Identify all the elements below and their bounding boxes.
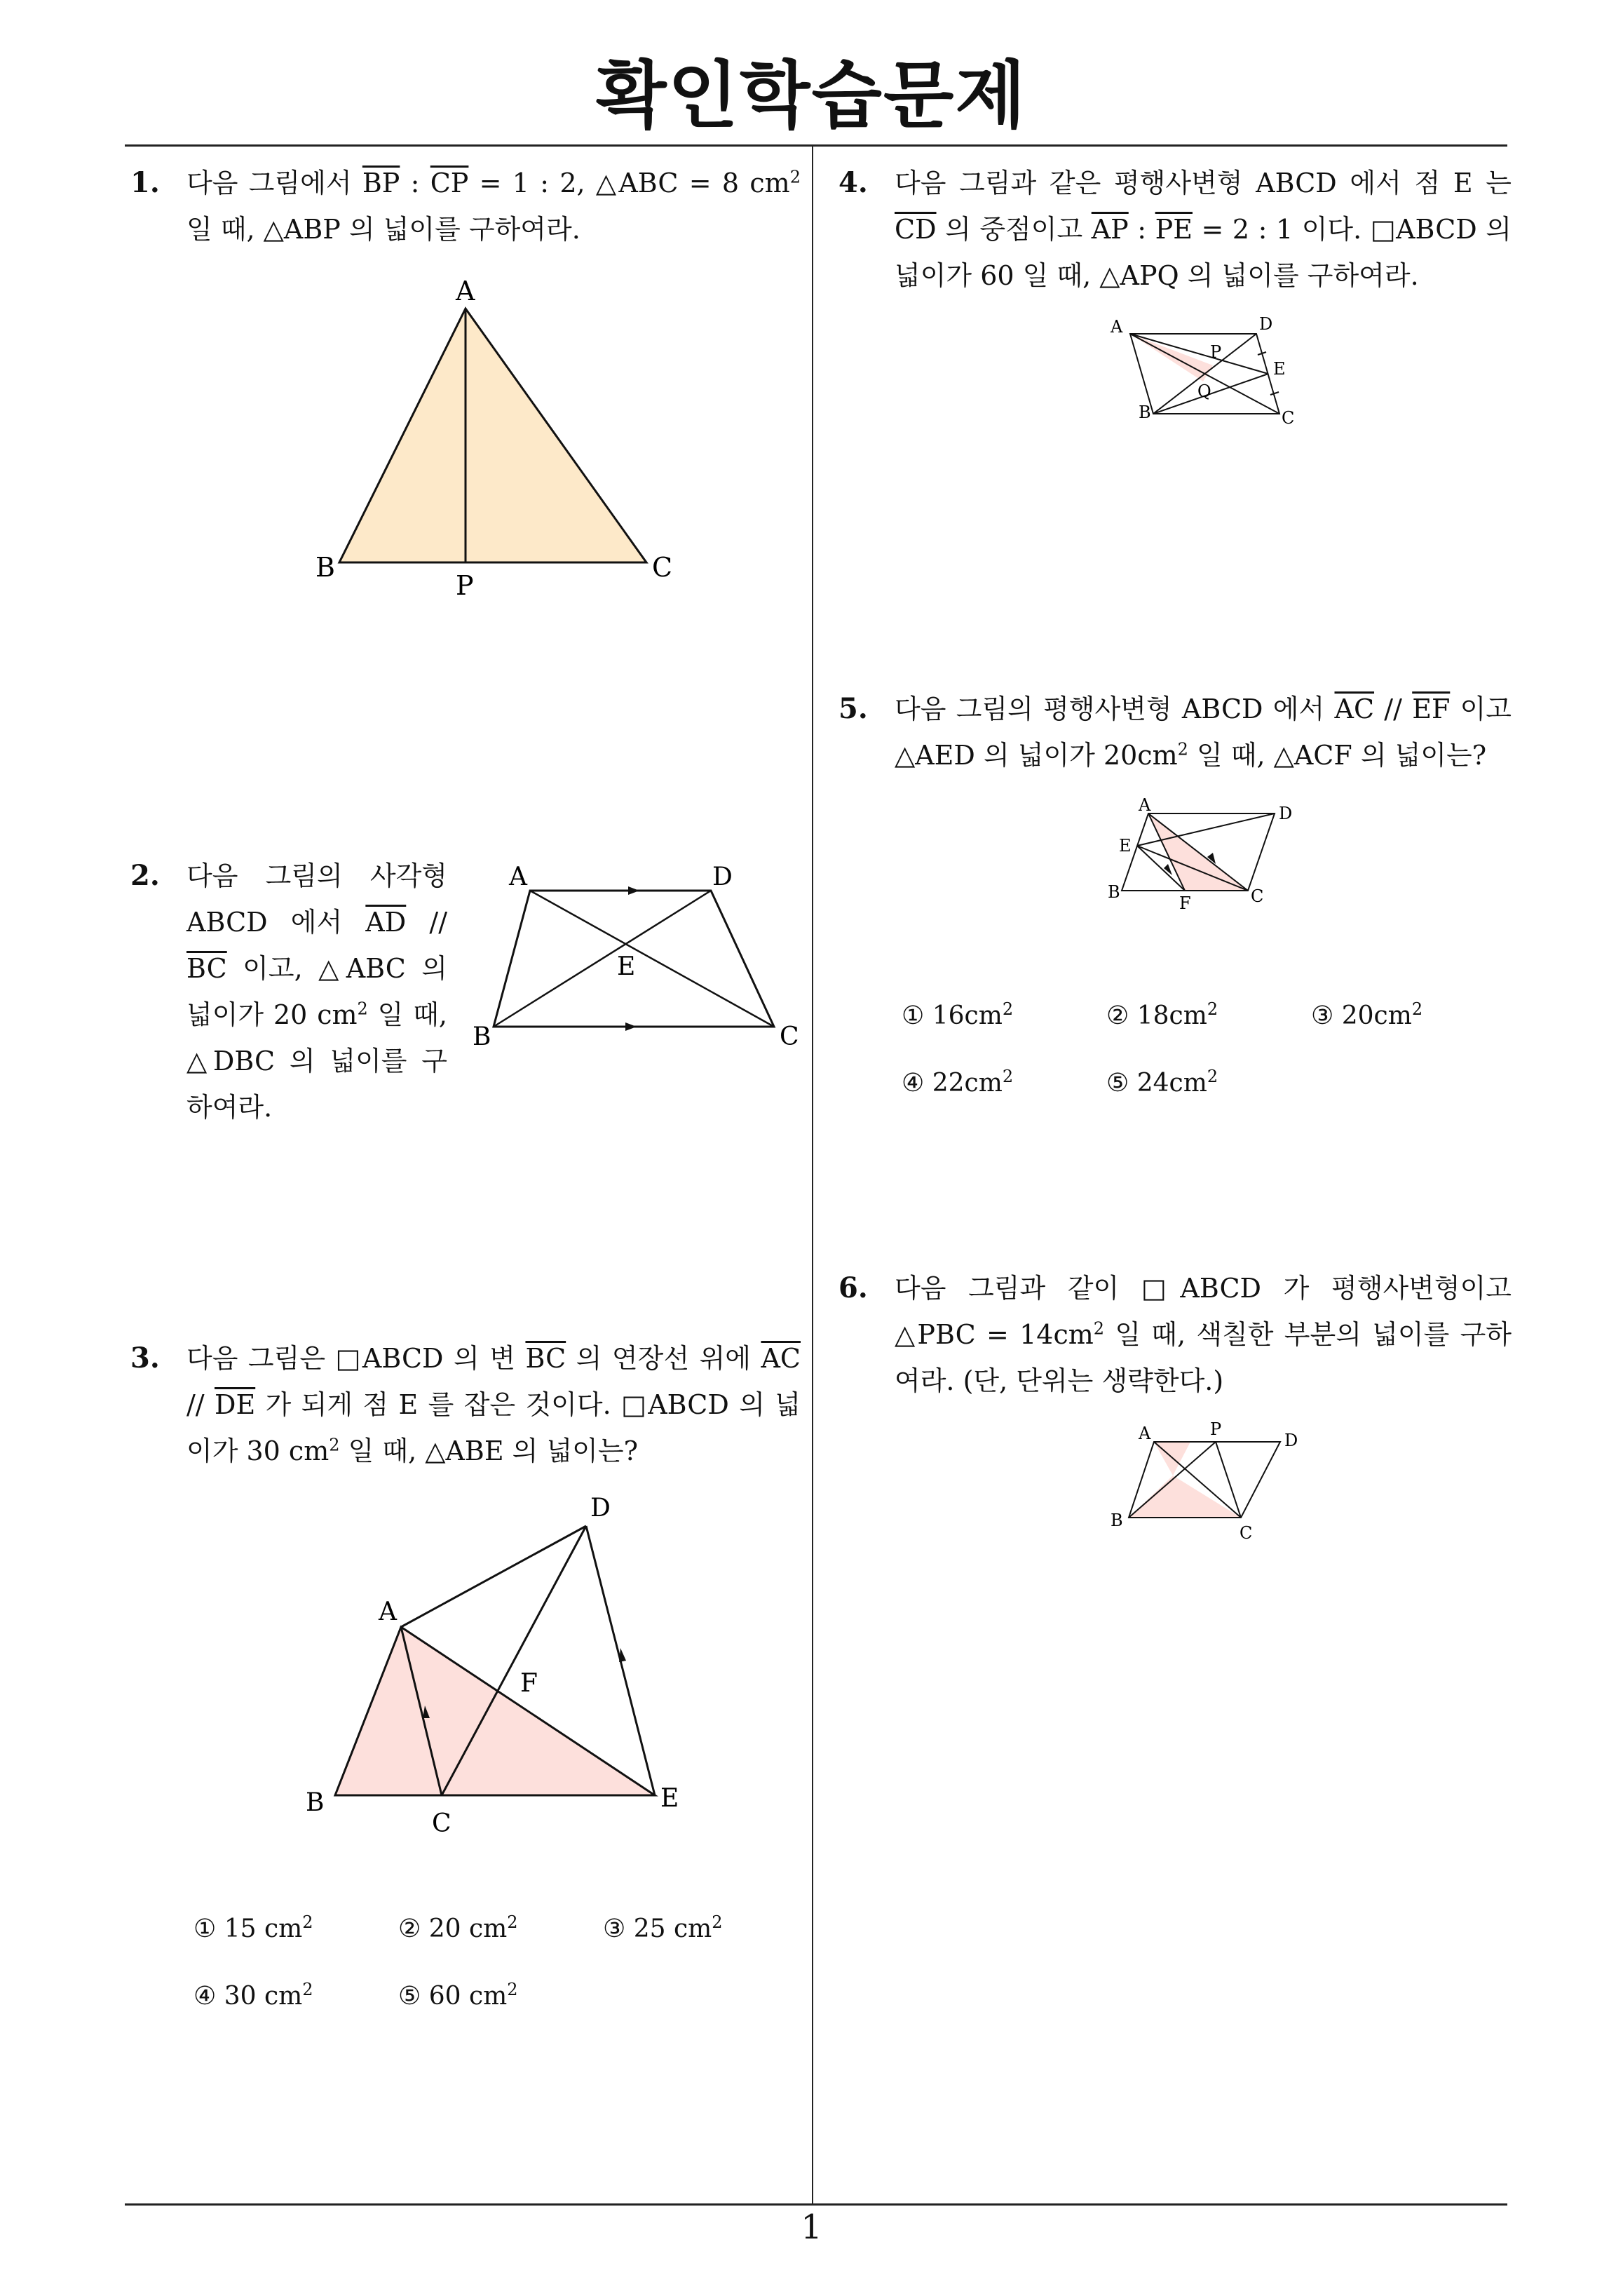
label-a: A bbox=[379, 1598, 397, 1626]
arrow-bottom bbox=[625, 1022, 637, 1031]
problem-number: 2. bbox=[130, 859, 160, 892]
label-f: F bbox=[520, 1669, 538, 1698]
label-c: C bbox=[432, 1809, 451, 1838]
label-e: E bbox=[1273, 359, 1286, 379]
figure-problem-3 bbox=[294, 1487, 701, 1851]
problem-number: 5. bbox=[838, 692, 868, 725]
problem-4 bbox=[838, 160, 1512, 299]
label-q: Q bbox=[1197, 381, 1211, 401]
problem-number: 1. bbox=[130, 166, 160, 199]
diagonal-bd bbox=[494, 891, 711, 1027]
problem-2 bbox=[130, 853, 447, 1130]
label-p: P bbox=[456, 570, 474, 601]
figure-problem-5 bbox=[1108, 795, 1311, 913]
diagonal-ac bbox=[530, 891, 774, 1027]
label-a: A bbox=[1139, 795, 1151, 815]
choices-problem-3 bbox=[193, 1912, 754, 2013]
problem-1 bbox=[130, 160, 801, 252]
label-a: A bbox=[456, 276, 475, 306]
label-b: B bbox=[315, 552, 335, 583]
label-b: B bbox=[1139, 403, 1151, 422]
label-d: D bbox=[1279, 804, 1293, 823]
bottom-rule bbox=[125, 2203, 1507, 2206]
triangle-abe-shaded bbox=[335, 1627, 655, 1795]
segment-bd bbox=[1153, 334, 1256, 414]
choice-3[interactable]: ③ 25 $cm^2$ bbox=[603, 1912, 723, 1943]
label-b: B bbox=[306, 1788, 325, 1817]
choice-3[interactable]: ③ $20cm^2$ bbox=[1311, 999, 1423, 1030]
problem-5 bbox=[838, 686, 1512, 778]
arrow-ef bbox=[1164, 864, 1172, 875]
label-d: D bbox=[712, 863, 733, 891]
choice-2[interactable]: ② $18cm^2$ bbox=[1106, 999, 1218, 1030]
problem-text: 다음 그림은 □ABCD 의 변 $\overline{BC}$ 의 연장선 위에 $\overline{AC} // \overline{DE}$ 가 되게 점 E 를 잡은 것이다. □ABCD 의 넓이가 30 $cm^2$ 일 때, △ABE 의 넓이는? bbox=[186, 1343, 801, 1466]
page-number: 1 bbox=[801, 2208, 822, 2247]
label-c: C bbox=[1251, 886, 1264, 906]
arrow-top bbox=[628, 886, 639, 895]
page-title: 확인학습문제 bbox=[596, 53, 1027, 138]
choice-2[interactable]: ② 20 $cm^2$ bbox=[398, 1912, 518, 1943]
figure-problem-2 bbox=[463, 861, 813, 1065]
arrow-de bbox=[619, 1648, 626, 1662]
choice-4[interactable]: ④ $22cm^2$ bbox=[902, 1067, 1014, 1098]
label-c: C bbox=[1240, 1523, 1253, 1543]
choices-problem-5 bbox=[902, 1001, 1505, 1100]
figure-problem-6 bbox=[1108, 1417, 1311, 1550]
problem-number: 6. bbox=[838, 1271, 868, 1304]
label-c: C bbox=[652, 552, 673, 583]
label-e: E bbox=[617, 952, 636, 981]
label-a: A bbox=[1111, 317, 1123, 337]
choice-1[interactable]: ① $16cm^2$ bbox=[902, 999, 1014, 1030]
label-c: C bbox=[780, 1022, 799, 1051]
problem-3 bbox=[130, 1335, 801, 1474]
label-d: D bbox=[1259, 314, 1273, 334]
label-b: B bbox=[473, 1022, 491, 1051]
problem-text: 다음 그림의 사각형 ABCD 에서 $\overline{AD} // \overline{BC}$ 이고, △ABC 의 넓이가 20 $cm^2$ 일 때, △DBC 의 넓이를 구하여라. bbox=[186, 860, 448, 1123]
problem-text: 다음 그림의 평행사변형 ABCD 에서 $\overline{AC} // \overline{EF}$ 이고 △AED 의 넓이가 $20cm^2$ 일 때, △ACF 의 넓이는? bbox=[895, 694, 1512, 771]
column-divider bbox=[812, 146, 813, 2204]
label-f: F bbox=[1179, 893, 1191, 913]
choice-4[interactable]: ④ 30 $cm^2$ bbox=[193, 1980, 313, 2011]
choice-5[interactable]: ⑤ 60 $cm^2$ bbox=[398, 1980, 518, 2011]
shaded-triangle-bxc bbox=[1129, 1475, 1241, 1518]
label-d: D bbox=[590, 1494, 611, 1522]
label-e: E bbox=[660, 1784, 679, 1813]
choice-5[interactable]: ⑤ $24cm^2$ bbox=[1106, 1067, 1218, 1098]
triangle-abc bbox=[339, 309, 646, 562]
label-c: C bbox=[1282, 408, 1295, 428]
problem-6 bbox=[838, 1265, 1512, 1404]
label-p: P bbox=[1210, 1419, 1222, 1439]
label-d: D bbox=[1284, 1431, 1298, 1450]
figure-problem-1 bbox=[308, 274, 687, 603]
label-b: B bbox=[1108, 882, 1120, 902]
label-e: E bbox=[1119, 836, 1132, 856]
label-a: A bbox=[509, 863, 527, 891]
problem-text: 다음 그림에서 $\overline{BP}$ : $\overline{CP} = 1$ : 2, △ABC = 8 $cm^2$ 일 때, △ABP 의 넓이를 구하여라. bbox=[186, 167, 801, 245]
problem-number: 3. bbox=[130, 1342, 160, 1375]
figure-problem-4 bbox=[1108, 314, 1311, 433]
problem-text: 다음 그림과 같은 평행사변형 ABCD 에서 점 E 는 $\overline{CD}$ 의 중점이고 $\overline{AP}$ : $\overline{PE} = 2$ : 1 이다. □ABCD 의 넓이가 60 일 때, △APQ 의 넓이를 구하여라. bbox=[895, 168, 1512, 291]
problem-number: 4. bbox=[838, 166, 868, 199]
top-rule bbox=[125, 144, 1507, 147]
label-p: P bbox=[1210, 342, 1222, 362]
label-b: B bbox=[1111, 1511, 1123, 1530]
label-a: A bbox=[1139, 1424, 1151, 1443]
problem-text: 다음 그림과 같이 □ABCD 가 평행사변형이고 △PBC = $14cm^2$ 일 때, 색칠한 부분의 넓이를 구하여라. (단, 단위는 생략한다.) bbox=[895, 1273, 1512, 1396]
choice-1[interactable]: ① 15 $cm^2$ bbox=[193, 1912, 313, 1943]
